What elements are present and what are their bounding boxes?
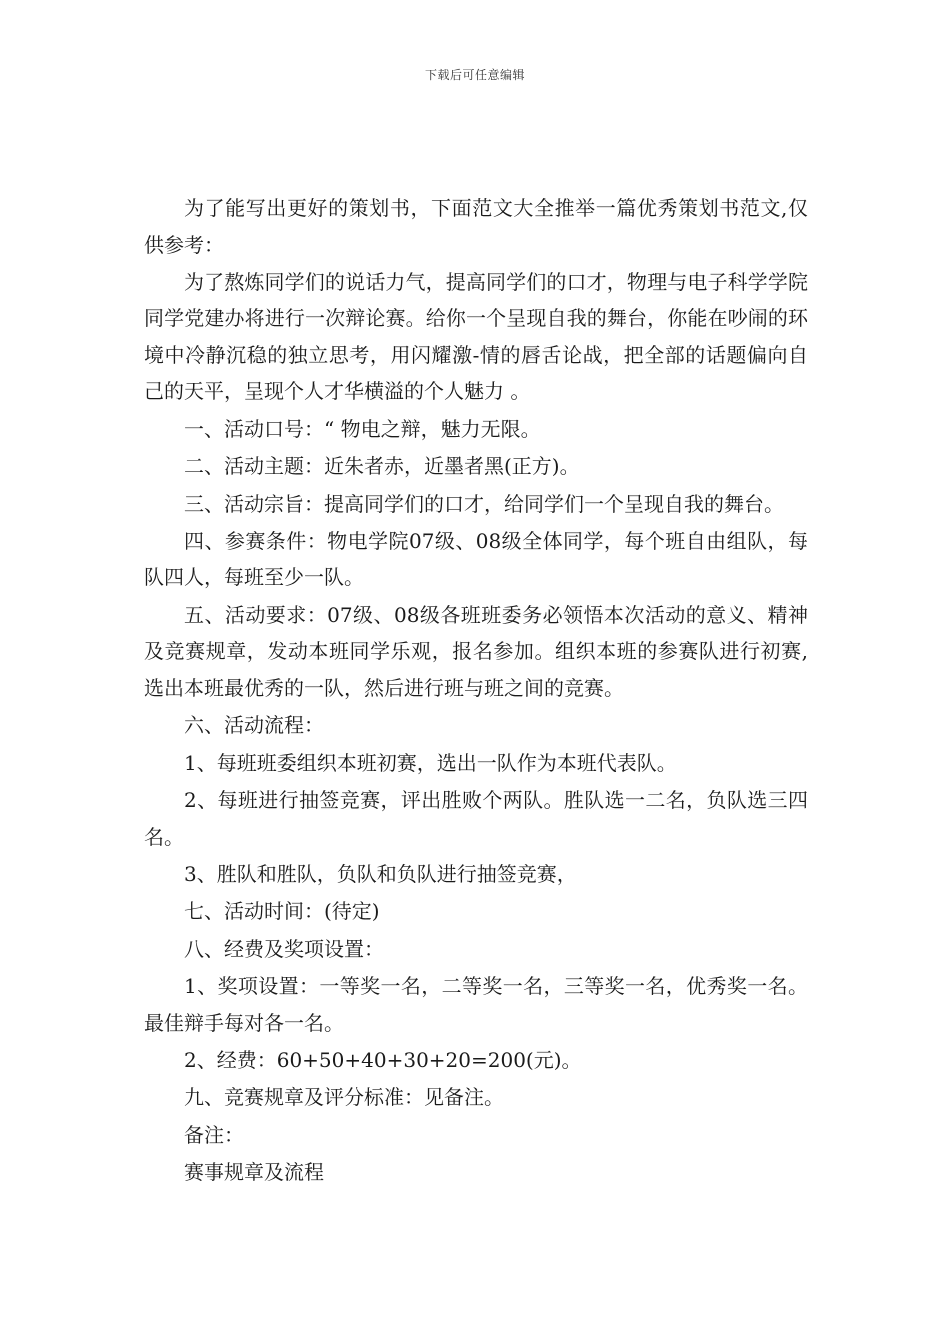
background-paragraph: 为了熬炼同学们的说话力气，提高同学们的口才，物理与电子科学学院同学党建办将进行一次辩论赛。给你一个呈现自我的舞台，你能在吵闹的环境中冷静沉稳的独立思考，用闪耀激-情的唇舌论战，把全部的话题偏向自己的天平，呈现个人才华横溢的个人魅力 。 [144,269,808,404]
budget-awards: 1、奖项设置：一等奖一名，二等奖一名，三等奖一名，优秀奖一名。最佳辩手每对各一名。 [144,974,808,1035]
document-body [144,190,808,1191]
intro-paragraph: 为了能写出更好的策划书，下面范文大全推举一篇优秀策划书范文,仅供参考： [144,196,808,257]
process-step-1: 1、每班班委组织本班初赛，选出一队作为本班代表队。 [184,750,677,775]
budget-funds: 2、经费：60+50+40+30+20=200(元)。 [184,1047,582,1072]
remarks-title: 赛事规章及流程 [184,1160,324,1185]
header-note: 下载后可任意编辑 [424,68,525,82]
section-eligibility: 四、参赛条件：物电学院07级、08级全体同学，每个班自由组队，每队四人，每班至少一队。 [144,528,808,590]
remarks-heading: 备注： [184,1122,244,1147]
process-step-2: 2、每班进行抽签竞赛，评出胜败个两队。胜队选一二名，负队选三四名。 [144,788,808,849]
section-requirements: 五、活动要求：07级、08级各班班委务必领悟本次活动的意义、精神及竞赛规章，发动本班同学乐观，报名参加。组织本班的参赛队进行初赛,选出本班最优秀的一队，然后进行班与班之间的竞赛。 [144,602,808,700]
section-purpose: 三、活动宗旨：提高同学们的口才，给同学们一个呈现自我的舞台。 [184,491,784,516]
section-theme: 二、活动主题：近朱者赤，近墨者黑(正方)。 [184,454,580,479]
section-rules: 九、竞赛规章及评分标准：见备注。 [184,1085,504,1110]
section-time: 七、活动时间：(待定) [184,899,380,924]
process-step-3: 3、胜队和胜队，负队和负队进行抽签竞赛， [184,861,577,886]
section-slogan: 一、活动口号：“ 物电之辩，魅力无限。 [184,416,541,441]
section-process-heading: 六、活动流程： [184,713,324,738]
section-budget-heading: 八、经费及奖项设置： [184,936,384,961]
